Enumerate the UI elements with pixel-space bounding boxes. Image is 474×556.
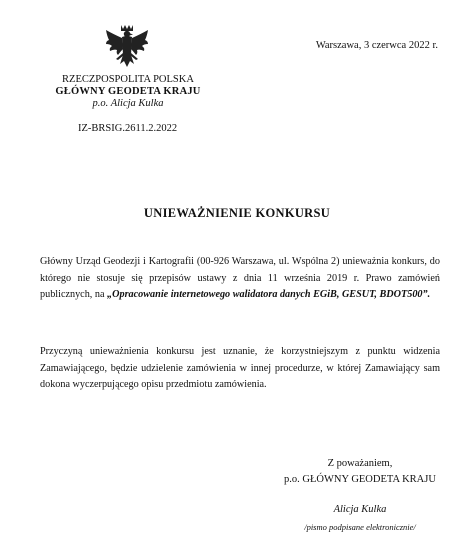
signature-closing: Z poważaniem, xyxy=(327,458,393,469)
signature-role: p.o. GŁÓWNY GEODETA KRAJU xyxy=(284,474,436,485)
signature-name: Alicja Kulka xyxy=(333,504,387,515)
reference-number: IZ-BRSIG.2611.2.2022 xyxy=(78,123,178,134)
polish-eagle-emblem-icon xyxy=(103,22,151,72)
acting-official: p.o. Alicja Kulka xyxy=(92,98,164,109)
office-name: GŁÓWNY GEODETA KRAJU xyxy=(55,86,201,97)
contest-name: „Opracowanie internetowego walidatora danych EGiB, GESUT, BDOT500”. xyxy=(107,289,431,300)
document-title: UNIEWAŻNIENIE KONKURSU xyxy=(143,206,331,220)
paragraph-announcement-text: Główny Urząd Geodezji i Kartografii (00-926 Warszawa, ul. Wspólna 2) unieważnia konkurs, do którego nie stosuje się przepisów ustawy z dnia 11 września 2019 r. Prawo zamówień publicznych, na xyxy=(40,256,440,300)
country-name: RZECZPOSPOLITA POLSKA xyxy=(62,74,194,85)
place-and-date: Warszawa, 3 czerwca 2022 r. xyxy=(315,40,438,51)
paragraph-announcement xyxy=(40,254,440,304)
signature-note: /pismo podpisane elektronicznie/ xyxy=(304,522,416,532)
paragraph-reason: Przyczyną unieważnienia konkursu jest uznanie, że korzystniejszym z punktu widzenia Zamawiającego, będzie udzielenie zamówienia w innej procedurze, w której Zamawiający sam dokona wyczerpującego opisu przedmiotu zamówienia. xyxy=(40,346,440,390)
eagle-emblem-svg xyxy=(103,22,151,72)
